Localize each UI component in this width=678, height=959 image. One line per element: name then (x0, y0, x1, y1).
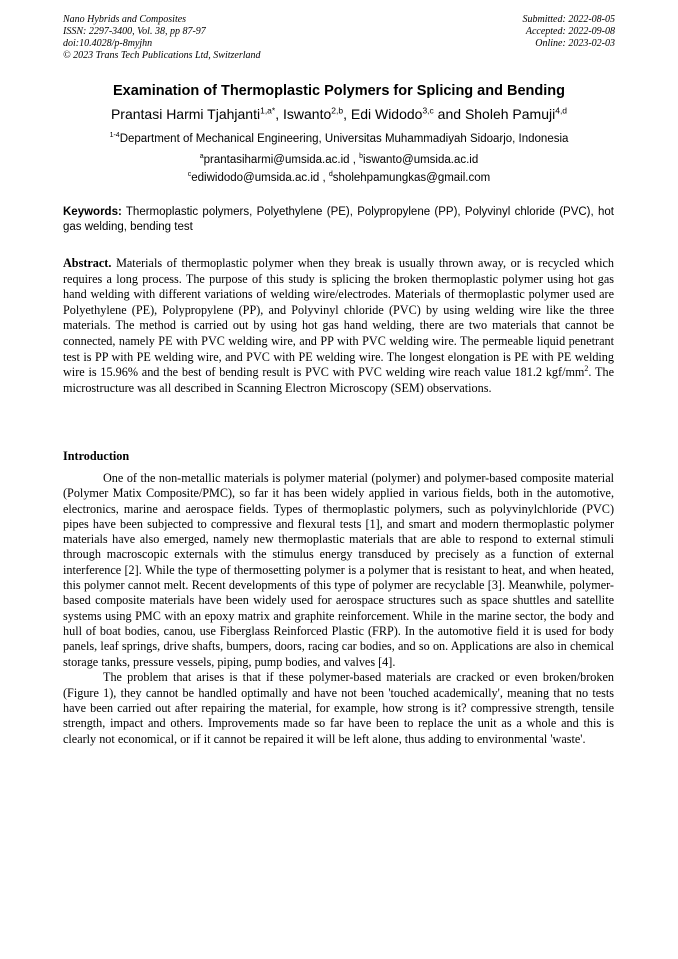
abstract-text: Materials of thermoplastic polymer when they break is usually thrown away, or is recycled which requires a long process. The purpose of this study is splicing the broken thermoplastic polymer using hot gas hand welding with different variations of welding wire/electrodes. Materials of thermoplastic polymer used are Polyethylene (PE), Polypropylene (PP), and Polyvinyl chloride (PVC) by using welding wire like the three materials. The method is carried out by using hot gas hand welding, there are two materials that cannot be connected, namely PE with PVC welding wire, and PP with PVC welding wire. The permeable liquid penetrant test is PP with PE welding wire, and PVC with PE welding wire. The longest elongation is PE with PE welding wire is 15.96% and the best of bending result is PVC with PVC welding wire reach value 181.2 kgf/mm (63, 256, 614, 380)
email-mark: a (199, 153, 204, 161)
author-affiliation-mark: 3,c (422, 105, 434, 116)
email-mark: b (359, 153, 364, 161)
journal-name: Nano Hybrids and Composites (63, 14, 187, 25)
submitted-date: Submitted: 2022-08-05 (522, 14, 615, 25)
keywords-text: Thermoplastic polymers, Polyethylene (PE), Polypropylene (PP), Polyvinyl chloride (PVC), hot gas welding, bending test (63, 206, 614, 233)
journal-copyright: © 2023 Trans Tech Publications Ltd, Switzerland (63, 50, 261, 61)
author-affiliation-mark: 2,b (331, 105, 344, 116)
email-line (0, 169, 678, 187)
author-name: Edi Widodo (350, 106, 423, 122)
introduction-body (63, 471, 614, 747)
paper-title: Examination of Thermoplastic Polymers for Splicing and Bending (113, 83, 565, 99)
email-separator: , (349, 154, 360, 166)
online-date: Online: 2023-02-03 (535, 38, 615, 49)
author-affiliation-mark: 1,a* (260, 105, 276, 116)
author-affiliation-mark: 4,d (555, 105, 568, 116)
affiliation-mark: 1-4 (109, 132, 120, 140)
paragraph: The problem that arises is that if these polymer-based materials are cracked or even broken/broken (Figure 1), they cannot be handled optimally and have not been 'touched academically', meaning that no tests have been carried out after repairing the material, for example, how strong is it? compressive strength, tensile strength, impact and others. Improvements made so far have been to replace the unit as a whole and this is clearly not economical, or if it cannot be repaired it will be left alone, thus adding to environmental 'waste'. (63, 670, 614, 746)
email-address: iswanto@umsida.ac.id (363, 154, 479, 166)
email-address: ediwidodo@umsida.ac.id (191, 172, 320, 184)
abstract-label: Abstract. (63, 256, 112, 270)
accepted-date: Accepted: 2022-09-08 (525, 26, 615, 37)
journal-header-right (523, 14, 616, 50)
journal-header-left (63, 14, 261, 62)
author-name: Iswanto (283, 106, 332, 122)
email-address: prantasiharmi@umsida.ac.id (203, 154, 350, 166)
author-list (0, 104, 678, 124)
keywords-label: Keywords: (63, 206, 122, 218)
abstract-superscript: 2 (584, 364, 589, 374)
abstract (63, 256, 614, 396)
affiliation-text: Department of Mechanical Engineering, Universitas Muhammadiyah Sidoarjo, Indonesia (119, 133, 569, 145)
paragraph: One of the non-metallic materials is polymer material (polymer) and polymer-based composite material (Polymer Matix Composite/PMC), so far it has been widely applied in various fields, both in the automotive, electronics, marine and aerospace fields. Types of thermoplastic polymers, such as polyvinylchloride (PVC) pipes have been subjected to compressive and flexural tests [1], and smart and modern thermoplastic polymer materials have also emerged, namely new thermoplastic materials that are able to respond to external stimuli through macroscopic externals with the stimulus energy transduced by precisely as a function of external interference [2]. While the type of thermosetting polymer is a polymer that is resistant to heat, and when heated, this polymer cannot melt. Recent developments of this type of polymer are recyclable [3]. Meanwhile, polymer-based composite materials have been widely used for aerospace structures such as space shuttles and satellite systems using PMC with an epoxy matrix and graphite reinforcement. While in the marine sector, the body and hull of boat bodies, canou, use Fiberglass Reinforced Plastic (FRP). In the automotive field it is used for body panels, leaf springs, drive shafts, bumpers, doors, racing car bodies, and so on. Applications are also in chemical storage tanks, pressure vessels, piping, pump bodies, and valves [4]. (63, 471, 614, 669)
author-separator: and (433, 106, 465, 122)
email-mark: d (328, 171, 333, 179)
author-name: Sholeh Pamuji (464, 106, 556, 122)
author-separator: , (275, 106, 283, 122)
affiliation (0, 131, 678, 147)
email-separator: , (319, 172, 329, 184)
author-emails (0, 151, 678, 187)
email-address: sholehpamungkas@gmail.com (332, 172, 491, 184)
keywords (63, 205, 614, 235)
author-name: Prantasi Harmi Tjahjanti (110, 106, 261, 122)
journal-issn: ISSN: 2297-3400, Vol. 38, pp 87-97 (63, 26, 206, 37)
journal-doi: doi:10.4028/p-8myjhn (63, 38, 153, 49)
author-separator: , (343, 106, 351, 122)
email-line (0, 151, 678, 169)
abstract-text-end: . The microstructure was all described in Scanning Electron Microscopy (SEM) observations. (63, 365, 615, 395)
email-mark: c (187, 171, 192, 179)
section-heading-introduction: Introduction (63, 449, 130, 463)
